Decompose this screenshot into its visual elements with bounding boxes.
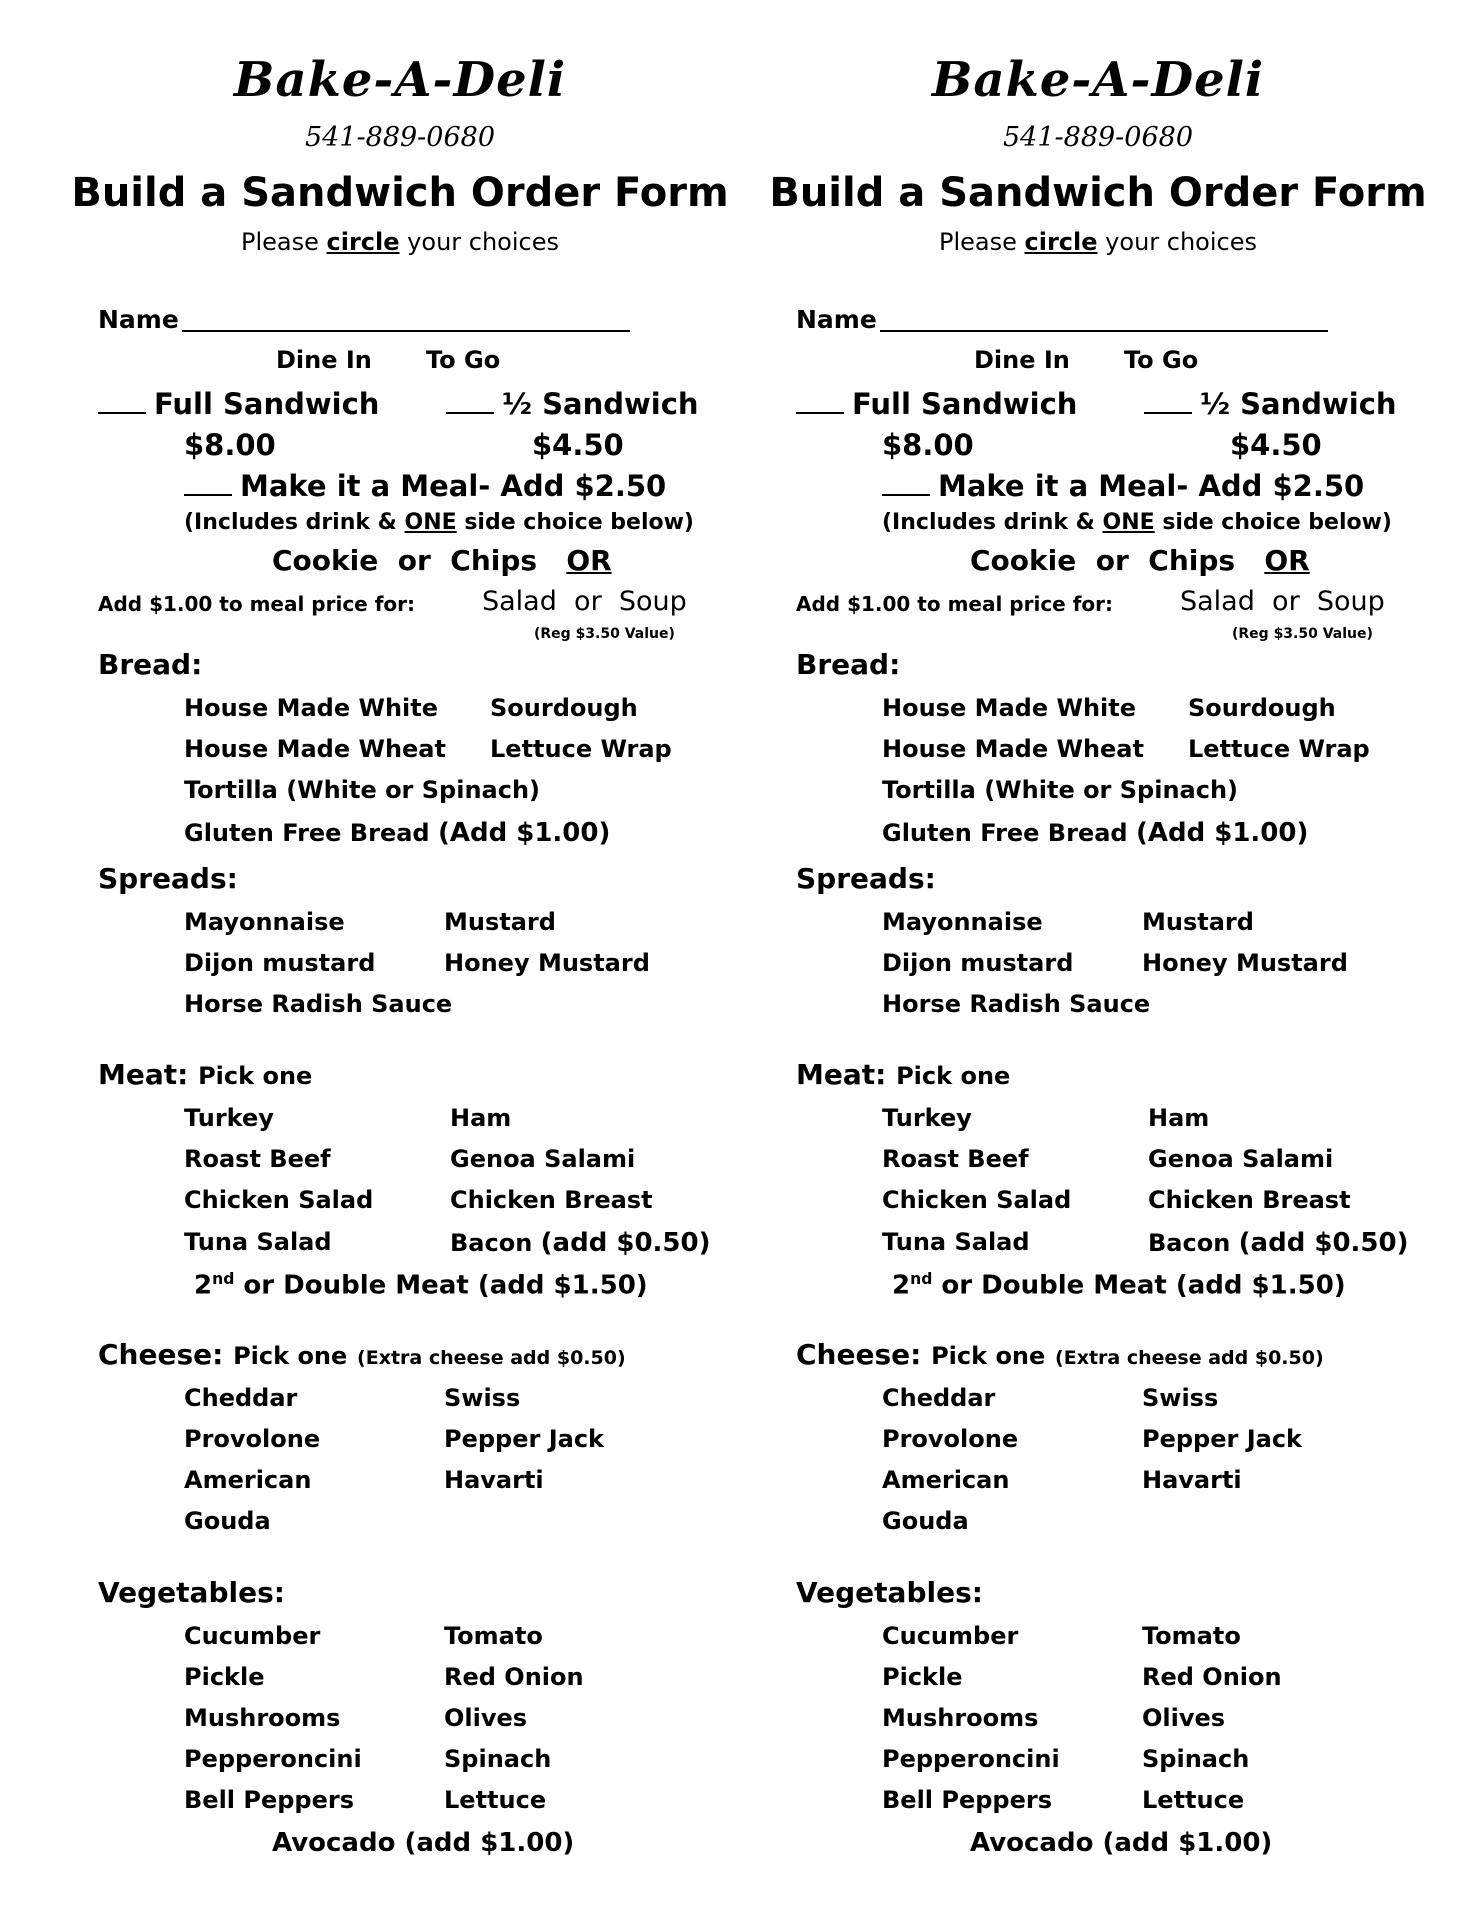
veg-spinach[interactable]: Spinach <box>1142 1745 1250 1773</box>
side-salad[interactable]: Salad <box>1180 586 1255 617</box>
order-form-left <box>0 0 729 1920</box>
veg-bell-peppers[interactable]: Bell Peppers <box>882 1786 1053 1814</box>
side-soup[interactable]: Soup <box>618 586 687 617</box>
spread-horse-radish[interactable]: Horse Radish Sauce <box>184 990 453 1018</box>
meat-genoa-salami[interactable]: Genoa Salami <box>1148 1145 1334 1173</box>
meat-chicken-breast[interactable]: Chicken Breast <box>1148 1186 1351 1214</box>
bread-sourdough[interactable]: Sourdough <box>1188 694 1336 722</box>
spread-horse-radish[interactable]: Horse Radish Sauce <box>882 990 1151 1018</box>
half-sandwich-price: $4.50 <box>1230 428 1322 462</box>
meat-roast-beef[interactable]: Roast Beef <box>184 1145 331 1173</box>
cheese-swiss[interactable]: Swiss <box>1142 1384 1219 1412</box>
half-sandwich-option[interactable]: ½ Sandwich <box>1144 386 1397 421</box>
veg-bell-peppers[interactable]: Bell Peppers <box>184 1786 355 1814</box>
form-title: Build a Sandwich Order Form <box>769 170 1427 216</box>
veg-lettuce[interactable]: Lettuce <box>1142 1786 1245 1814</box>
meat-genoa-salami[interactable]: Genoa Salami <box>450 1145 636 1173</box>
full-sandwich-option[interactable]: Full Sandwich <box>98 386 379 421</box>
veg-pepperoncini[interactable]: Pepperoncini <box>882 1745 1060 1773</box>
spreads-heading: Spreads: <box>796 862 936 895</box>
add-choices: Salad or Soup <box>1180 586 1385 617</box>
full-sandwich-price: $8.00 <box>184 428 276 462</box>
double-meat-option[interactable]: 2nd or Double Meat (add $1.50) <box>194 1270 648 1301</box>
spread-dijon[interactable]: Dijon mustard <box>882 949 1074 977</box>
bread-house-wheat[interactable]: House Made Wheat <box>882 735 1144 763</box>
bread-lettuce-wrap[interactable]: Lettuce Wrap <box>490 735 672 763</box>
full-sandwich-option[interactable]: Full Sandwich <box>796 386 1077 421</box>
veg-tomato[interactable]: Tomato <box>444 1622 543 1650</box>
dine-in-option[interactable]: Dine In <box>276 346 372 374</box>
brand-name: Bake-A-Deli <box>233 52 567 108</box>
spread-mayonnaise[interactable]: Mayonnaise <box>184 908 345 936</box>
side-chips[interactable]: Chips <box>1148 544 1236 577</box>
veg-cucumber[interactable]: Cucumber <box>882 1622 1019 1650</box>
name-label: Name <box>98 305 179 334</box>
form-title: Build a Sandwich Order Form <box>71 170 729 216</box>
cheese-pepper-jack[interactable]: Pepper Jack <box>444 1425 605 1453</box>
bread-house-wheat[interactable]: House Made Wheat <box>184 735 446 763</box>
veg-cucumber[interactable]: Cucumber <box>184 1622 321 1650</box>
veg-avocado[interactable]: Avocado (add $1.00) <box>970 1828 1273 1858</box>
bread-gluten-free[interactable]: Gluten Free Bread (Add $1.00) <box>882 818 1309 848</box>
phone-number: 541-889-0680 <box>304 122 496 153</box>
spread-honey-mustard[interactable]: Honey Mustard <box>1142 949 1348 977</box>
cheese-gouda[interactable]: Gouda <box>184 1507 271 1535</box>
cheese-havarti[interactable]: Havarti <box>444 1466 544 1494</box>
veg-mushrooms[interactable]: Mushrooms <box>184 1704 341 1732</box>
veg-lettuce[interactable]: Lettuce <box>444 1786 547 1814</box>
spreads-heading: Spreads: <box>98 862 238 895</box>
vegetables-heading: Vegetables: <box>796 1576 983 1609</box>
meat-ham[interactable]: Ham <box>450 1104 512 1132</box>
meat-turkey[interactable]: Turkey <box>184 1104 274 1132</box>
cheese-provolone[interactable]: Provolone <box>184 1425 321 1453</box>
add-meal-label: Add $1.00 to meal price for: <box>98 592 416 616</box>
veg-pickle[interactable]: Pickle <box>184 1663 265 1691</box>
reg-value-note: (Reg $3.50 Value) <box>1232 626 1373 642</box>
veg-avocado[interactable]: Avocado (add $1.00) <box>272 1828 575 1858</box>
veg-red-onion[interactable]: Red Onion <box>444 1663 584 1691</box>
meal-note: (Includes drink & ONE side choice below) <box>882 510 1392 535</box>
meat-bacon[interactable]: Bacon (add $0.50) <box>1148 1228 1409 1258</box>
veg-olives[interactable]: Olives <box>1142 1704 1226 1732</box>
meat-roast-beef[interactable]: Roast Beef <box>882 1145 1029 1173</box>
half-sandwich-price: $4.50 <box>532 428 624 462</box>
full-sandwich-price: $8.00 <box>882 428 974 462</box>
cheese-american[interactable]: American <box>882 1466 1010 1494</box>
side-salad[interactable]: Salad <box>482 586 557 617</box>
meat-turkey[interactable]: Turkey <box>882 1104 972 1132</box>
cheese-havarti[interactable]: Havarti <box>1142 1466 1242 1494</box>
bread-heading: Bread: <box>796 648 901 681</box>
veg-pickle[interactable]: Pickle <box>882 1663 963 1691</box>
bread-house-white[interactable]: House Made White <box>882 694 1137 722</box>
cheese-provolone[interactable]: Provolone <box>882 1425 1019 1453</box>
name-field[interactable] <box>182 330 630 332</box>
meat-tuna-salad[interactable]: Tuna Salad <box>184 1228 332 1256</box>
order-form-right <box>698 0 1427 1920</box>
bread-tortilla[interactable]: Tortilla (White or Spinach) <box>184 776 541 804</box>
instructions: Please circle your choices <box>241 228 559 256</box>
name-field[interactable] <box>880 330 1328 332</box>
bread-tortilla[interactable]: Tortilla (White or Spinach) <box>882 776 1239 804</box>
cheese-heading: Cheese: Pick one (Extra cheese add $0.50) <box>796 1338 1324 1371</box>
spread-mayonnaise[interactable]: Mayonnaise <box>882 908 1043 936</box>
add-meal-label: Add $1.00 to meal price for: <box>796 592 1114 616</box>
side-soup[interactable]: Soup <box>1316 586 1385 617</box>
veg-spinach[interactable]: Spinach <box>444 1745 552 1773</box>
brand-name: Bake-A-Deli <box>931 52 1265 108</box>
cheese-heading: Cheese: Pick one (Extra cheese add $0.50) <box>98 1338 626 1371</box>
spread-mustard[interactable]: Mustard <box>444 908 556 936</box>
meat-heading: Meat: Pick one <box>98 1058 313 1091</box>
to-go-option[interactable]: To Go <box>1124 346 1199 374</box>
add-choices: Salad or Soup <box>482 586 687 617</box>
double-meat-option[interactable]: 2nd or Double Meat (add $1.50) <box>892 1270 1346 1301</box>
cheese-american[interactable]: American <box>184 1466 312 1494</box>
bread-sourdough[interactable]: Sourdough <box>490 694 638 722</box>
dine-in-option[interactable]: Dine In <box>974 346 1070 374</box>
meat-ham[interactable]: Ham <box>1148 1104 1210 1132</box>
make-it-a-meal-option[interactable]: Make it a Meal- Add $2.50 <box>184 468 666 503</box>
side-choices: Cookie or Chips OR <box>272 544 612 577</box>
meat-bacon[interactable]: Bacon (add $0.50) <box>450 1228 711 1258</box>
side-cookie[interactable]: Cookie <box>970 544 1077 577</box>
meat-heading: Meat: Pick one <box>796 1058 1011 1091</box>
veg-tomato[interactable]: Tomato <box>1142 1622 1241 1650</box>
bread-lettuce-wrap[interactable]: Lettuce Wrap <box>1188 735 1370 763</box>
meal-note: (Includes drink & ONE side choice below) <box>184 510 694 535</box>
make-it-a-meal-option[interactable]: Make it a Meal- Add $2.50 <box>882 468 1364 503</box>
name-label: Name <box>796 305 877 334</box>
cheese-swiss[interactable]: Swiss <box>444 1384 521 1412</box>
meat-chicken-salad[interactable]: Chicken Salad <box>184 1186 374 1214</box>
side-choices: Cookie or Chips OR <box>970 544 1310 577</box>
cheese-cheddar[interactable]: Cheddar <box>184 1384 298 1412</box>
spread-dijon[interactable]: Dijon mustard <box>184 949 376 977</box>
reg-value-note: (Reg $3.50 Value) <box>534 626 675 642</box>
to-go-option[interactable]: To Go <box>426 346 501 374</box>
veg-mushrooms[interactable]: Mushrooms <box>882 1704 1039 1732</box>
cheese-pepper-jack[interactable]: Pepper Jack <box>1142 1425 1303 1453</box>
veg-olives[interactable]: Olives <box>444 1704 528 1732</box>
meat-chicken-salad[interactable]: Chicken Salad <box>882 1186 1072 1214</box>
phone-number: 541-889-0680 <box>1002 122 1194 153</box>
meat-tuna-salad[interactable]: Tuna Salad <box>882 1228 1030 1256</box>
side-chips[interactable]: Chips <box>450 544 538 577</box>
cheese-gouda[interactable]: Gouda <box>882 1507 969 1535</box>
meat-chicken-breast[interactable]: Chicken Breast <box>450 1186 653 1214</box>
spread-mustard[interactable]: Mustard <box>1142 908 1254 936</box>
bread-gluten-free[interactable]: Gluten Free Bread (Add $1.00) <box>184 818 611 848</box>
veg-red-onion[interactable]: Red Onion <box>1142 1663 1282 1691</box>
bread-heading: Bread: <box>98 648 203 681</box>
cheese-cheddar[interactable]: Cheddar <box>882 1384 996 1412</box>
veg-pepperoncini[interactable]: Pepperoncini <box>184 1745 362 1773</box>
vegetables-heading: Vegetables: <box>98 1576 285 1609</box>
bread-house-white[interactable]: House Made White <box>184 694 439 722</box>
instructions: Please circle your choices <box>939 228 1257 256</box>
spread-honey-mustard[interactable]: Honey Mustard <box>444 949 650 977</box>
side-cookie[interactable]: Cookie <box>272 544 379 577</box>
half-sandwich-option[interactable]: ½ Sandwich <box>446 386 699 421</box>
